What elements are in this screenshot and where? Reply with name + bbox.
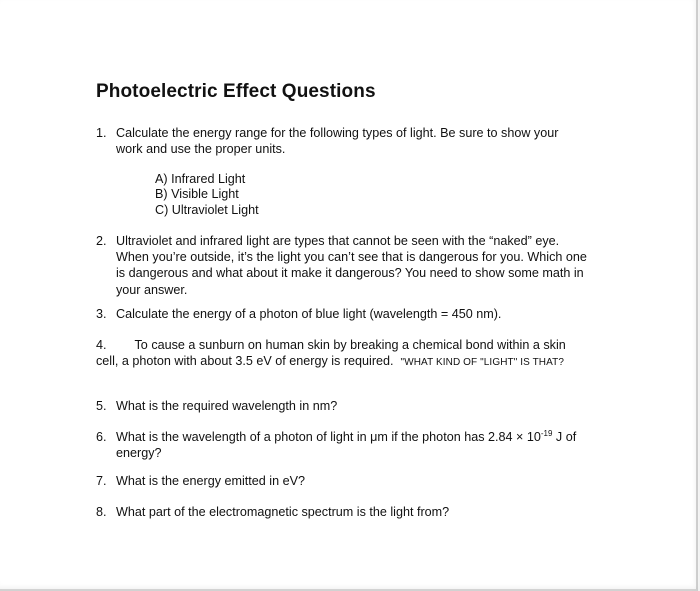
question-text	[116, 233, 587, 298]
question-text: To cause a sunburn on human skin by breaking a chemical bond within a skin	[134, 338, 566, 352]
question-text-part: What is the wavelength of a photon of light in μm if the photon has 2.84 × 10	[116, 430, 541, 444]
question-number: 3.	[96, 307, 107, 321]
question-text: What part of the electromagnetic spectrum is the light from?	[116, 505, 450, 519]
question-line: When you’re outside, it’s the light you can’t see that is dangerous for you. Which one	[116, 250, 587, 265]
question-number: 8.	[96, 505, 107, 519]
question-number: 5.	[96, 399, 107, 413]
question-line: Ultraviolet and infrared light are types that cannot be seen with the “naked” eye.	[116, 234, 560, 248]
option-a: A) Infrared Light	[155, 172, 246, 186]
question-text	[116, 429, 576, 461]
question-4	[96, 337, 566, 372]
question-line: energy?	[116, 446, 162, 461]
question-text: What is the energy emitted in eV?	[116, 474, 306, 488]
page-title: Photoelectric Effect Questions	[96, 81, 376, 102]
question-number: 4.	[96, 338, 107, 352]
question-caps-note: "WHAT KIND OF "LIGHT" IS THAT?	[400, 357, 565, 369]
question-number: 6.	[96, 430, 107, 444]
question-line	[116, 429, 576, 445]
question-number: 2.	[96, 234, 107, 248]
question-line: work and use the proper units.	[116, 142, 286, 157]
exponent: -19	[540, 429, 553, 438]
question-line	[96, 337, 566, 353]
question-text	[116, 125, 558, 157]
question-text: Calculate the energy of a photon of blue light (wavelength = 450 nm).	[116, 307, 502, 321]
option-b: B) Visible Light	[155, 187, 239, 201]
question-line: Calculate the energy range for the following types of light. Be sure to show your	[116, 126, 559, 140]
question-text: What is the required wavelength in nm?	[116, 399, 338, 413]
question-text: cell, a photon with about 3.5 eV of energy is required.	[96, 354, 394, 369]
option-c: C) Ultraviolet Light	[155, 203, 259, 217]
question-number: 1.	[96, 126, 107, 140]
question-line	[96, 353, 566, 371]
question-line: is dangerous and what about it make it dangerous? You need to show some math in	[116, 266, 584, 281]
question-text-part: J of	[552, 430, 577, 444]
question-number: 7.	[96, 474, 107, 488]
question-line: your answer.	[116, 282, 188, 297]
